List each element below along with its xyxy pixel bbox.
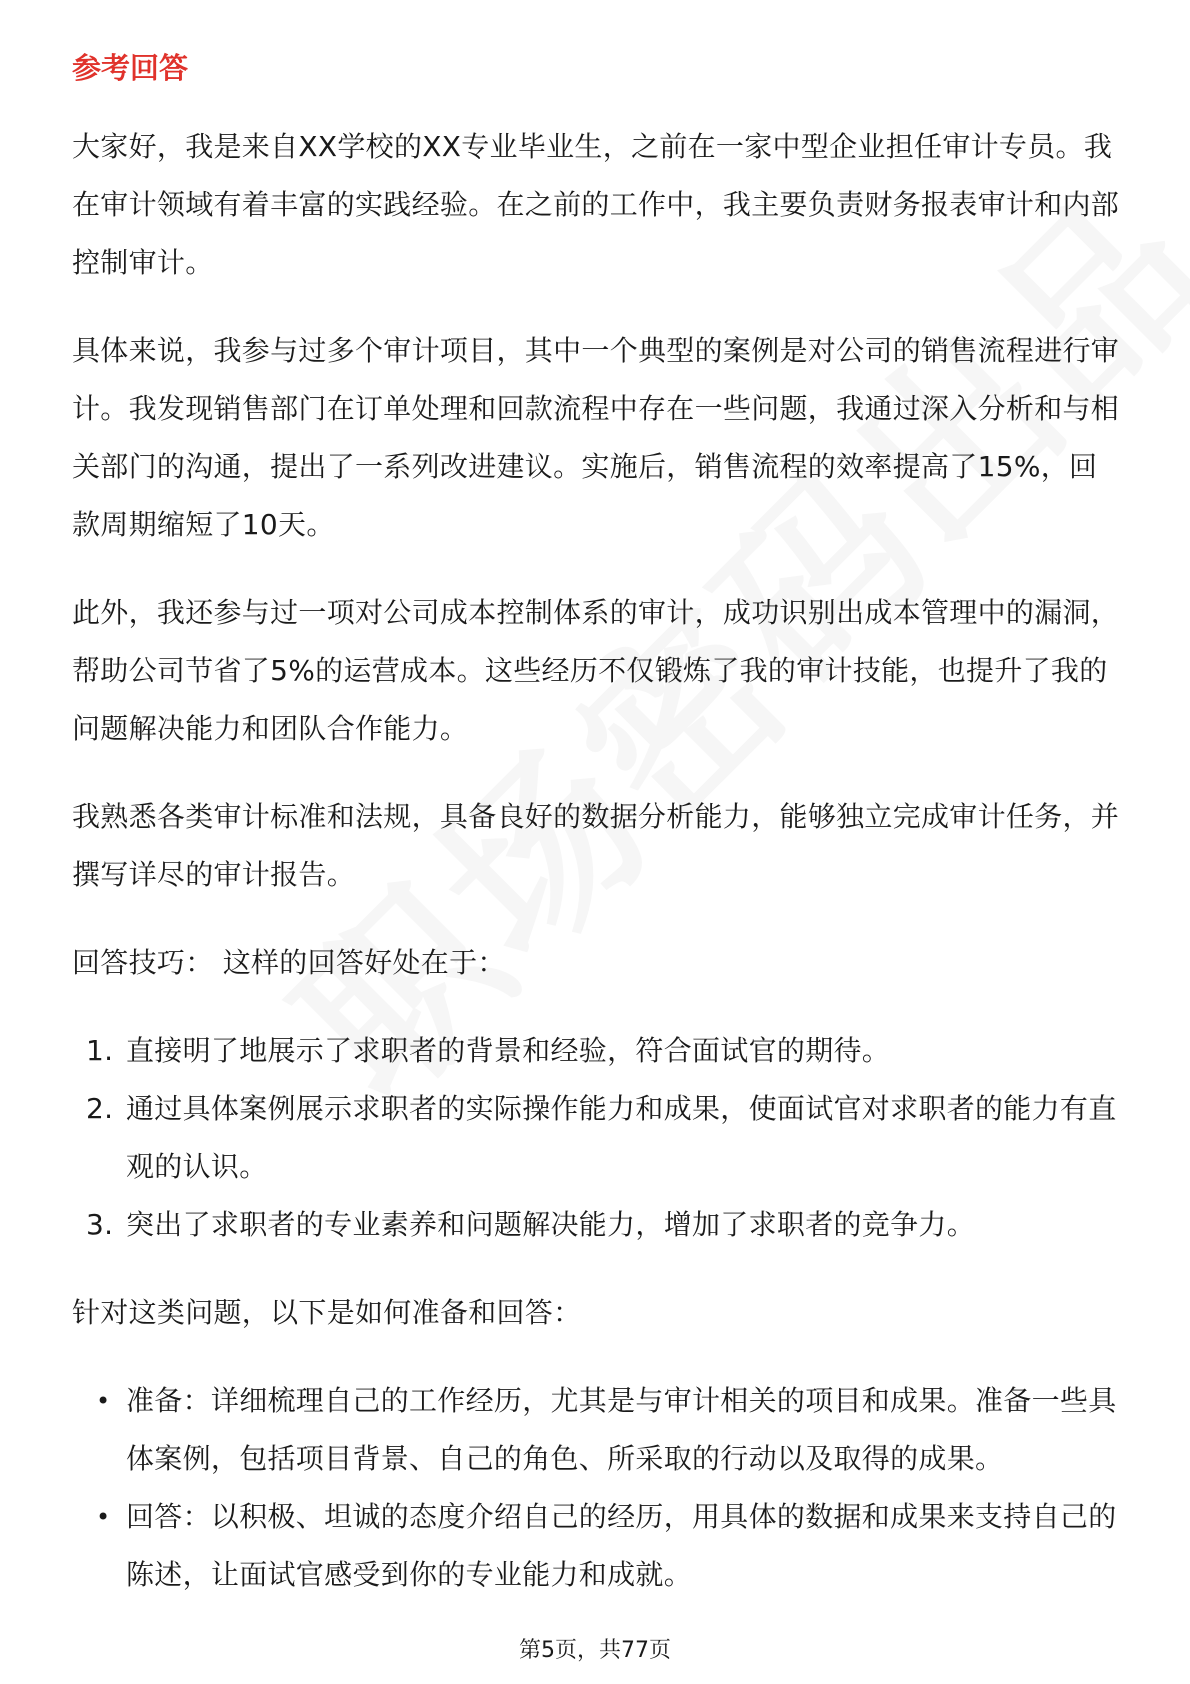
tips-list (72, 1022, 1122, 1254)
bullet-icon: • (96, 1387, 111, 1415)
list-item-text: 准备：详细梳理自己的工作经历，尤其是与审计相关的项目和成果。准备一些具体案例，包括项目背景、自己的角色、所采取的行动以及取得的成果。 (126, 1384, 1117, 1475)
bullet-icon: • (96, 1503, 111, 1531)
list-number: 1. (86, 1034, 114, 1067)
list-item-text: 突出了求职者的专业素养和问题解决能力，增加了求职者的竞争力。 (126, 1208, 976, 1241)
list-number: 2. (86, 1092, 114, 1125)
list-item (72, 1488, 1122, 1604)
section-title: 参考回答 (72, 51, 189, 85)
prep-list (72, 1372, 1122, 1604)
list-item-text: 回答：以积极、坦诚的态度介绍自己的经历，用具体的数据和成果来支持自己的陈述，让面试官感受到你的专业能力和成就。 (126, 1500, 1117, 1591)
list-item (72, 1080, 1122, 1196)
prep-intro: 针对这类问题，以下是如何准备和回答： (72, 1296, 582, 1329)
tips-intro: 回答技巧： 这样的回答好处在于： (72, 946, 506, 979)
answer-paragraph-3: 此外，我还参与过一项对公司成本控制体系的审计，成功识别出成本管理中的漏洞，帮助公司节省了5%的运营成本。这些经历不仅锻炼了我的审计技能，也提升了我的问题解决能力和团队合作能力。 (72, 596, 1120, 745)
answer-paragraph-2: 具体来说，我参与过多个审计项目，其中一个典型的案例是对公司的销售流程进行审计。我发现销售部门在订单处理和回款流程中存在一些问题，我通过深入分析和与相关部门的沟通，提出了一系列改进建议。实施后，销售流程的效率提高了15%，回款周期缩短了10天。 (72, 334, 1120, 541)
page-content (72, 48, 1122, 1634)
answer-paragraph-4: 我熟悉各类审计标准和法规，具备良好的数据分析能力，能够独立完成审计任务，并撰写详尽的审计报告。 (72, 800, 1120, 891)
page-number-footer: 第5页，共77页 (519, 1638, 671, 1663)
answer-paragraph-1: 大家好，我是来自XX学校的XX专业毕业生，之前在一家中型企业担任审计专员。我在审计领域有着丰富的实践经验。在之前的工作中，我主要负责财务报表审计和内部控制审计。 (72, 130, 1120, 279)
list-item (72, 1022, 1122, 1080)
list-item-text: 直接明了地展示了求职者的背景和经验，符合面试官的期待。 (126, 1034, 891, 1067)
list-number: 3. (86, 1208, 114, 1241)
list-item-text: 通过具体案例展示求职者的实际操作能力和成果，使面试官对求职者的能力有直观的认识。 (126, 1092, 1117, 1183)
list-item (72, 1196, 1122, 1254)
list-item (72, 1372, 1122, 1488)
